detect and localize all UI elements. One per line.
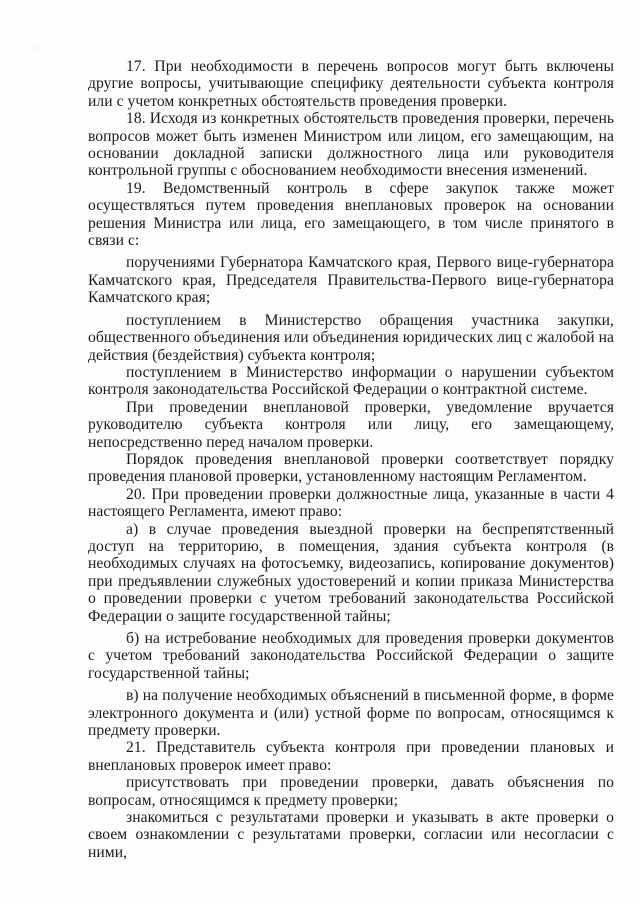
paragraph-20: 20. При проведении проверки должностные лица, указанные в части 4 настоящего Регламента, имеют право: xyxy=(88,485,614,521)
paragraph-20-item-b: б) на истребование необходимых для проведения проверки документов с учетом требований законодательства Российской Федерации о защите государственной тайны; xyxy=(88,630,614,682)
paragraph-18: 18. Исходя из конкретных обстоятельств проведения проверки, перечень вопросов может быть изменен Министром или лицом, его замещающим, на основании докладной записки должностного лица или руководителя контрольной группы с обоснованием необходимости внесения изменений. xyxy=(88,110,614,180)
paragraph-19-item-information: поступлением в Министерство информации о нарушении субъектом контроля законодательства Российской Федерации о контрактной системе. xyxy=(88,363,614,399)
paragraph-19-item-governor: поручениями Губернатора Камчатского края, Первого вице-губернатора Камчатского края, Председателя Правительства-Первого вице-губернатора Камчатского края; xyxy=(88,254,614,307)
paragraph-21-item-attend: присутствовать при проведении проверки, давать объяснения по вопросам, относящимся к предмету проверки; xyxy=(88,774,614,809)
paragraph-21: 21. Представитель субъекта контроля при проведении плановых и внеплановых проверок имеет право: xyxy=(88,739,614,774)
paragraph-19: 19. Ведомственный контроль в сфере закупок также может осуществляться путем проведения внеплановых проверок на основании решения Министра или лица, его замещающего, в том числе принятого в связи с: xyxy=(88,179,614,250)
margin-mark: · xyxy=(36,44,39,53)
paragraph-procedure: Порядок проведения внеплановой проверки соответствует порядку проведения плановой проверки, установленному настоящим Регламентом. xyxy=(88,450,614,486)
paragraph-17: 17. При необходимости в перечень вопросов могут быть включены другие вопросы, учитывающие специфику деятельности субъекта контроля или с учетом конкретных обстоятельств проведения проверки. xyxy=(88,58,614,110)
document-body xyxy=(88,58,614,861)
paragraph-20-item-a: а) в случае проведения выездной проверки на беспрепятственный доступ на территорию, в помещения, здания субъекта контроля (в необходимых случаях на фотосъемку, видеозапись, копирование документов) при предъявлении служебных удостоверений и копии приказа Министерства о проведении проверки с учетом требований законодательства Российской Федерации о защите государственной тайны; xyxy=(88,520,614,625)
paragraph-20-item-v: в) на получение необходимых объяснений в письменной форме, в форме электронного документа и (или) устной форме по вопросам, относящимся к предмету проверки. xyxy=(88,687,614,740)
paragraph-notification: При проведении внеплановой проверки, уведомление вручается руководителю субъекта контроля или лицу, его замещающему, непосредственно перед началом проверки. xyxy=(88,398,614,451)
paragraph-21-item-review: знакомиться с результатами проверки и указывать в акте проверки о своем ознакомлении с результатами проверки, согласии или несогласии с ними, xyxy=(88,809,614,861)
paragraph-19-item-complaint: поступлением в Министерство обращения участника закупки, общественного объединения или объединения юридических лиц с жалобой на действия (бездействия) субъекта контроля; xyxy=(88,311,614,364)
